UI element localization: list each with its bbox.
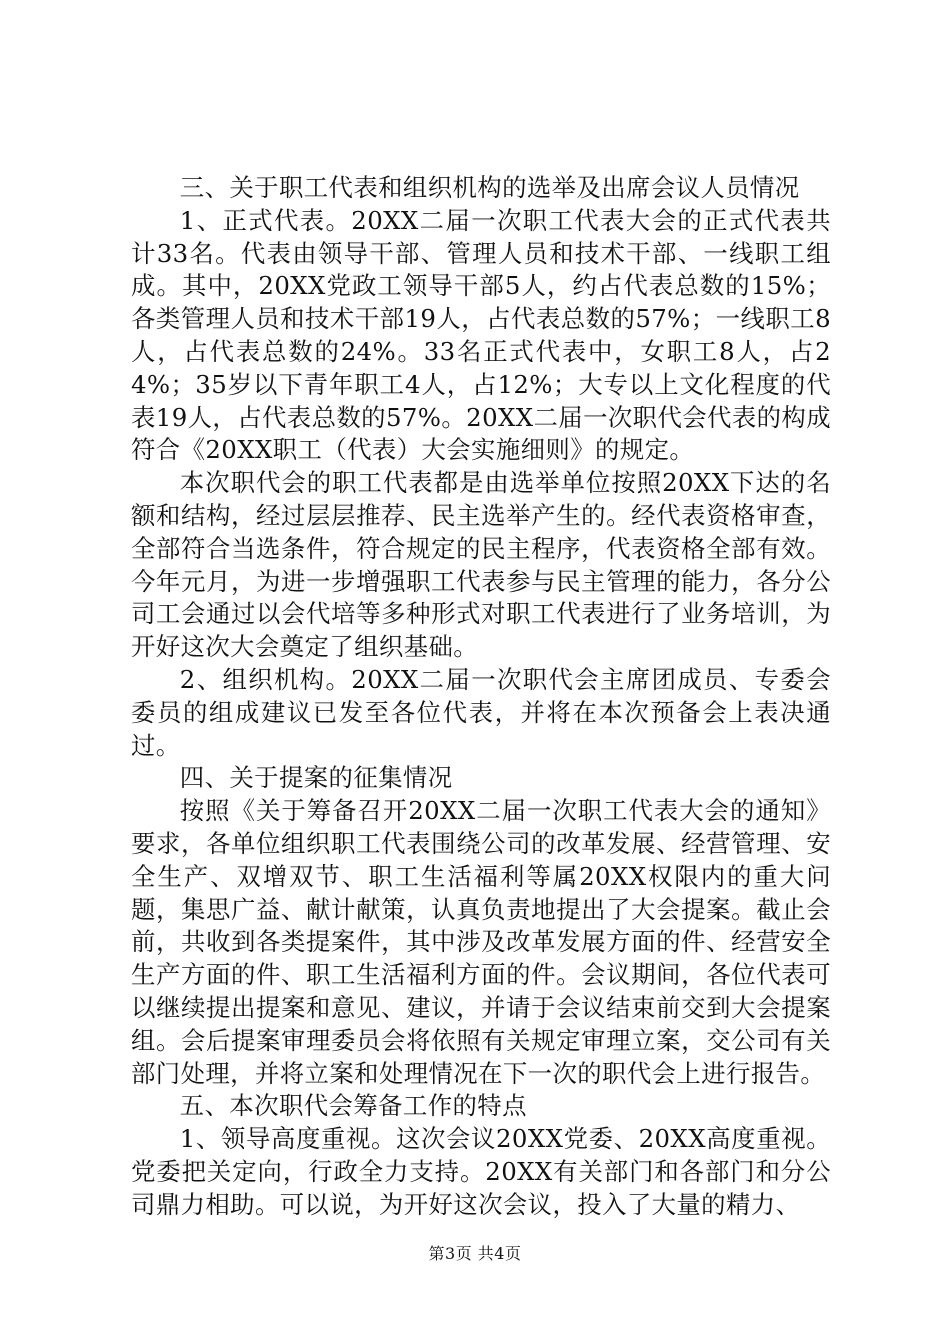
paragraph-proposals: 按照《关于筹备召开20XX二届一次职工代表大会的通知》要求，各单位组织职工代表围绕公司的改革发展、经营管理、安全生产、双增双节、职工生活福利等属20XX权限内的重大问题，集思广益、献计献策，认真负责地提出了大会提案。截止会前，共收到各类提案件，其中涉及改革发展方面的件、经营安全生产方面的件、职工生活福利方面的件。会议期间，各位代表可以继续提出提案和意见、建议，并请于会议结束前交到大会提案组。会后提案审理委员会将依照有关规定审理立案，交公司有关部门处理，并将立案和处理情况在下一次的职代会上进行报告。 xyxy=(131,796,831,1088)
document-body xyxy=(131,172,831,1222)
section-heading-4: 四、关于提案的征集情况 xyxy=(179,763,453,793)
paragraph-organization: 2、组织机构。20XX二届一次职代会主席团成员、专委会委员的组成建议已发至各位代表，并将在本次预备会上表决通过。 xyxy=(131,664,831,760)
section-heading-3: 三、关于职工代表和组织机构的选举及出席会议人员情况 xyxy=(179,173,800,202)
page-footer xyxy=(0,1244,950,1264)
paragraph-formal-delegates: 1、正式代表。20XX二届一次职工代表大会的正式代表共计33名。代表由领导干部、管理人员和技术干部、一线职工组成。其中，20XX党政工领导干部5人，约占代表总数的15%；各类管理人员和技术干部19人，占代表总数的57%；一线职工8人，占代表总数的24%。33名正式代表中，女职工8人，占24%；35岁以下青年职工4人，占12%；大专以上文化程度的代表19人，占代表总数的57%。20XX二届一次职代会代表的构成符合《20XX职工（代表）大会实施细则》的规定。 xyxy=(131,205,832,465)
section-heading-5: 五、本次职代会筹备工作的特点 xyxy=(179,1091,527,1121)
page-number: 第3页 共4页 xyxy=(428,1244,522,1263)
paragraph-leadership: 1、领导高度重视。这次会议20XX党委、20XX高度重视。党委把关定向，行政全力支持。20XX有关部门和各部门和分公司鼎力相助。可以说，为开好这次会议，投入了大量的精力、 xyxy=(131,1124,831,1219)
paragraph-delegate-election: 本次职代会的职工代表都是由选举单位按照20XX下达的名额和结构，经过层层推荐、民主选举产生的。经代表资格审查，全部符合当选条件，符合规定的民主程序，代表资格全部有效。今年元月，为进一步增强职工代表参与民主管理的能力，各分公司工会通过以会代培等多种形式对职工代表进行了业务培训，为开好这次大会奠定了组织基础。 xyxy=(131,468,831,662)
